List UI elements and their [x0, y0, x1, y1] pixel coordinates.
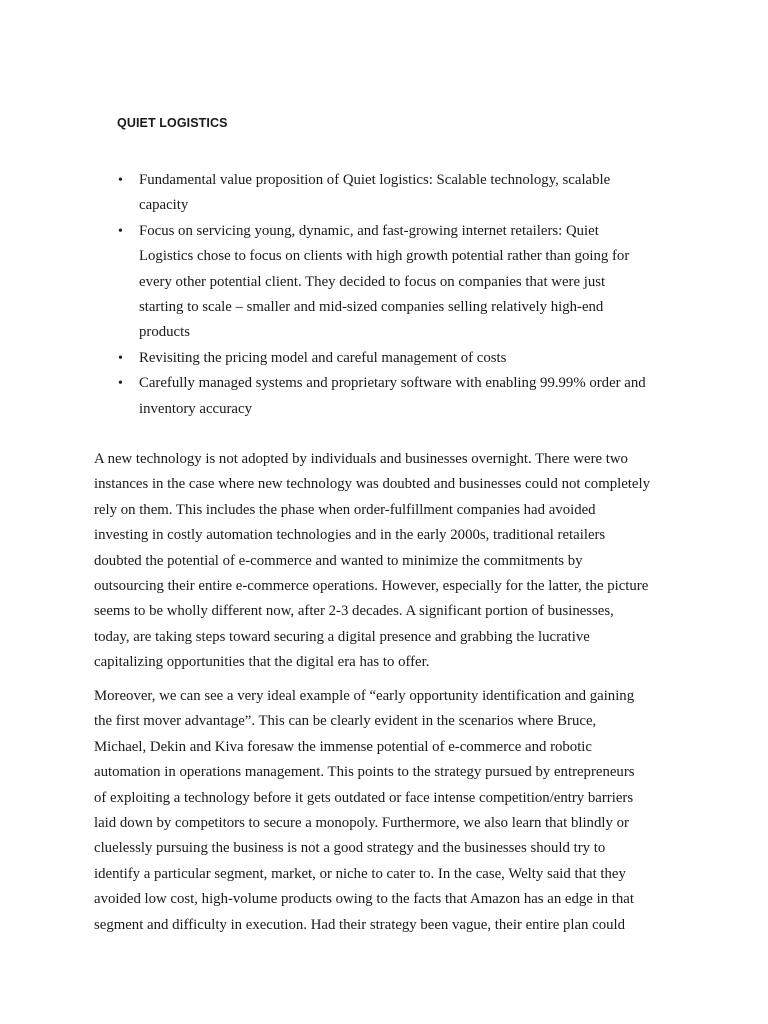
- bullet-dot-icon: •: [118, 173, 123, 188]
- paragraph-1: [94, 447, 684, 676]
- bullet-line: inventory accuracy: [139, 400, 252, 417]
- paragraph-line: A new technology is not adopted by individuals and businesses overnight. There were two: [94, 451, 628, 467]
- bullet-line: Focus on servicing young, dynamic, and fast-growing internet retailers: Quiet: [139, 222, 599, 239]
- paragraph-line: laid down by competitors to secure a monopoly. Furthermore, we also learn that blindly or: [94, 815, 629, 832]
- bullet-item-3: [118, 346, 684, 371]
- bullet-line: Fundamental value proposition of Quiet logistics: Scalable technology, scalable: [139, 172, 611, 188]
- paragraph-line: of exploiting a technology before it gets outdated or face intense competition/entry barriers: [94, 789, 634, 806]
- paragraph-line: capitalizing opportunities that the digital era has to offer.: [94, 654, 430, 671]
- paragraph-line: Michael, Dekin and Kiva foresaw the immense potential of e-commerce and robotic: [94, 738, 592, 755]
- bullet-line: capacity: [139, 197, 189, 214]
- bullet-line: starting to scale – smaller and mid-sized companies selling relatively high-end: [139, 299, 604, 316]
- bullet-line: Logistics chose to focus on clients with high growth potential rather than going for: [139, 248, 630, 265]
- bullet-line: Carefully managed systems and proprietary software with enabling 99.99% order and: [139, 375, 646, 392]
- paragraph-line: automation in operations management. This points to the strategy pursued by entrepreneurs: [94, 764, 635, 781]
- paragraph-2: [94, 684, 684, 938]
- bullet-line: products: [139, 324, 190, 341]
- bullet-item-2: [118, 219, 684, 346]
- document-heading: QUIET LOGISTICS: [117, 116, 228, 130]
- bullet-dot-icon: •: [118, 350, 123, 366]
- paragraph-line: rely on them. This includes the phase when order-fulfillment companies had avoided: [94, 501, 596, 518]
- bullet-dot-icon: •: [118, 223, 123, 239]
- paragraph-line: outsourcing their entire e-commerce operations. However, especially for the latter, the picture: [94, 578, 649, 595]
- bullet-item-1: [118, 168, 684, 219]
- bullet-list: [0, 168, 768, 422]
- bullet-dot-icon: •: [118, 376, 123, 392]
- paragraph-line: cluelessly pursuing the business is not a good strategy and the businesses should try to: [94, 840, 606, 857]
- bullet-line: Revisiting the pricing model and careful management of costs: [139, 349, 507, 366]
- bullet-item-4: [118, 371, 684, 422]
- paragraph-line: investing in costly automation technologies and in the early 2000s, traditional retailers: [94, 527, 606, 544]
- paragraph-line: avoided low cost, high-volume products owing to the facts that Amazon has an edge in that: [94, 891, 634, 908]
- bullet-line: every other potential client. They decided to focus on companies that were just: [139, 273, 606, 290]
- paragraph-line: Moreover, we can see a very ideal example of “early opportunity identification and gaining: [94, 688, 635, 704]
- paragraph-line: doubted the potential of e-commerce and wanted to minimize the commitments by: [94, 552, 583, 569]
- paragraph-line: the first mover advantage”. This can be clearly evident in the scenarios where Bruce,: [94, 713, 597, 730]
- paragraph-line: instances in the case where new technology was doubted and businesses could not completely: [94, 476, 650, 493]
- paragraph-line: today, are taking steps toward securing a digital presence and grabbing the lucrative: [94, 628, 590, 645]
- paragraph-line: seems to be wholly different now, after 2-3 decades. A significant portion of businesses,: [94, 603, 614, 620]
- paragraph-line: segment and difficulty in execution. Had their strategy been vague, their entire plan could: [94, 916, 626, 933]
- paragraph-line: identify a particular segment, market, or niche to cater to. In the case, Welty said that they: [94, 865, 626, 882]
